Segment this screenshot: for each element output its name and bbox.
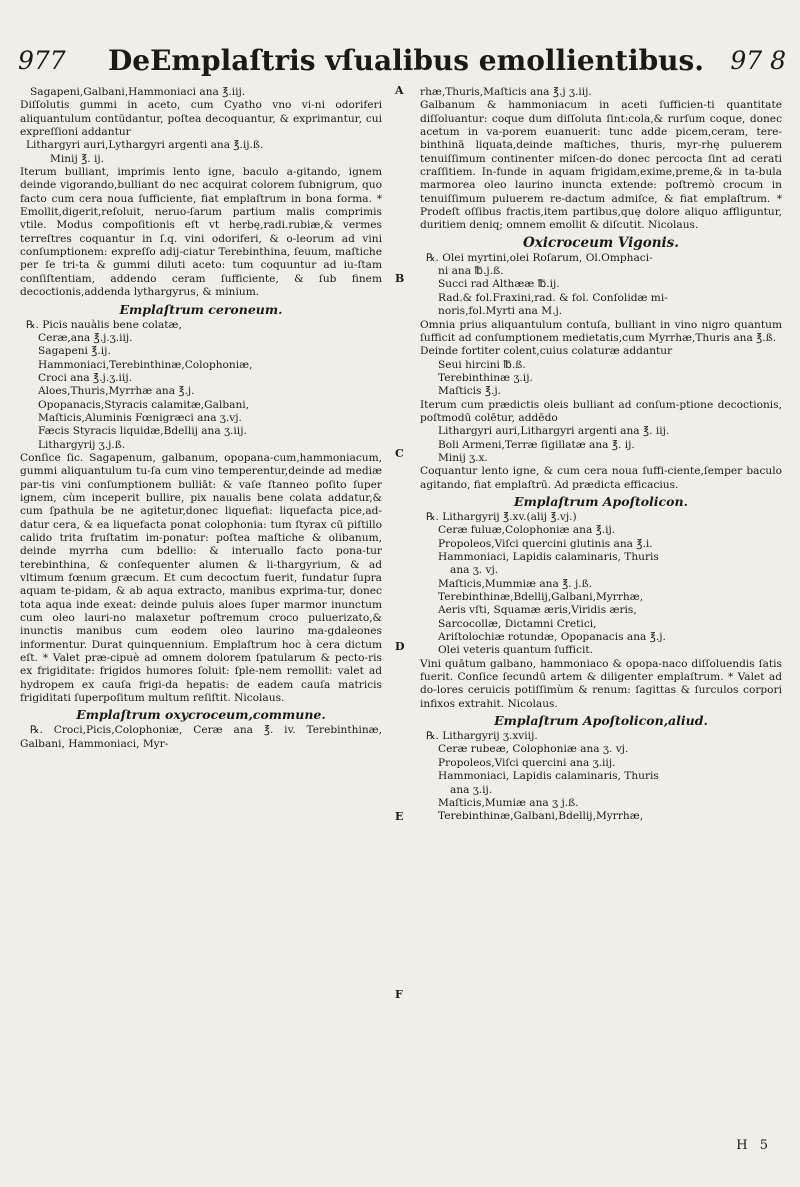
recipe-line: Ceræ,ana ℥.j.ʒ.iij. — [38, 331, 133, 344]
paragraph: Coquantur lento igne, & cum cera noua ſuffi-ciente,ſemper baculo agitando, fiat emplaſtrū. Ad prædicta efficacius. — [420, 465, 782, 491]
section-marker-b: B — [395, 272, 405, 285]
recipe-line: ℞. Picis nauàlis bene colatæ, — [26, 318, 182, 331]
text-line: rhæ,Thuris,Maſticis ana ℥.j ʒ.iij. — [420, 86, 592, 98]
recipe-line: ℞. Olei myrtini,olei Roſarum, Ol.Omphaci- — [426, 251, 653, 264]
recipe-line: Minij ʒ.x. — [438, 451, 488, 464]
recipe-title: Oxicroceum Vigonis. — [523, 234, 679, 251]
paragraph: Omnia prius aliquantulum contuſa, bulliant in vino nigro quantum ſufficit ad conſumptionem medietatis,cum Myrrhæ,Thuris ana ℥.ß. — [420, 318, 782, 344]
recipe-line: Ariſtolochiæ rotundæ, Opopanacis ana ℥.j. — [438, 631, 666, 644]
recipe-line: Rad.& fol.Fraxini,rad. & fol. Conſolidæ mi- — [438, 291, 668, 304]
recipe-line: Terebinthinæ,Galbani,Bdellij,Myrrhæ, — [438, 810, 644, 823]
recipe-line: Seui hircini ℔.ß. — [438, 358, 526, 371]
recipe-line: Maſticis,Mummiæ ana ℥. j.ß. — [438, 577, 593, 590]
recipe-title: Emplaſtrum Apoſtolicon,aliud. — [494, 713, 708, 729]
recipe-line: Sagapeni ℥.ij. — [38, 345, 111, 358]
left-column — [20, 86, 382, 751]
recipe-line: Fæcis Styracis liquidæ,Bdellij ana ʒ.iij. — [38, 425, 247, 438]
recipe-line: Sarcocollæ, Dictamni Cretici, — [438, 617, 597, 630]
recipe-line: Hammoniaci, Lapidis calaminaris, Thuris — [438, 770, 659, 783]
section-marker-a: A — [395, 84, 404, 97]
recipe-line: ℞. Lithargyrij ʒ.xviij. — [426, 730, 538, 743]
right-column — [420, 86, 782, 824]
recipe-line: Terebinthinæ,Bdellij,Galbani,Myrrhæ, — [438, 591, 644, 604]
page-number-left: 977 — [18, 46, 66, 75]
recipe-line: Lithargyri auri,Lithargyri argenti ana ℥. iij. — [438, 425, 670, 438]
section-marker-c: C — [395, 447, 404, 460]
recipe-line: Boli Armeni,Terræ ſigillatæ ana ℥. ij. — [438, 438, 635, 451]
paragraph: Vini quātum galbano, hammoniaco & opopa-naco diſſoluendis ſatis fuerit. Conſice ſecundū artem & diligenter emplaſtrum. * Valet ad do-lores ceruicis potiſſimùm & renum: ſagittas & ſurculos corpori infixos extrahit. Nicolaus. — [420, 657, 782, 710]
paragraph: Diſſolutis gummi in aceto, cum Cyatho vno vi-ni odoriferi aliquantulum contūdantur, poſtea decoquantur, & exprimantur, cui expreſſioni addantur — [20, 99, 382, 139]
running-title: DeEmplaſtris vſualibus emollientibus. — [107, 44, 705, 77]
paragraph: Conſice ſic. Sagapenum, galbanum, opopana-cum,hammoniacum, gummi aliquantulum tu-ſa cum vino temperentur,deinde ad mediæ par-tis vini conſumptionem bulliāt: & vaſe ſtanneo poſito ſuper ignem, cùm inceperit bullire, pix naualis bene colata addatur,& cum ſpathula be ne agitetur,donec liquefiat: liquefacta pice,ad-datur cera, & ea liquefacta ponat colophonia: tum ſtyrax cū piſtillo calido trita fruſtatim im-ponatur: poſtea maſtiche & olibanum, deinde myrrha cum bdellio: & interuallo facto pona-tur terebinthina, & conſequenter alumen & li-thargyrium, & ad vltimum fœnum græcum. Et cum decoctum fuerit, fundatur ſupra aquam te-pidam, & ab aqua extracto, manibus exprima-tur, donec tota aqua inde exeat: deinde puluis aloes ſuper marmor inunctum cum oleo lauri-no malaxetur poſtremum croco puluerizato,& inunctis manibus cum eodem oleo laurino ma-gdaleones informentur. Durat quinquennium. Emplaſtrum hoc à cera dictum eſt. * Valet præ-cipuè ad omnem dolorem ſpatularum & pecto-ris ex frigiditate: frigidos humores ſoluit: ſple-nem remollit: valet ad hydropem ex cauſa frigi-da hepatis: de eadem cauſa matricis frigiditati ſuperpoſitum multum reſiſtit. Nicolaus. — [20, 451, 382, 705]
recipe-line: Hammoniaci,Terebinthinæ,Colophoniæ, — [38, 358, 253, 371]
paragraph: Deinde fortiter colent,cuius colaturæ addantur — [420, 345, 673, 358]
paragraph: Iterum bulliant, imprimis lento igne, baculo a-gitando, ignem deinde vigorando,bulliant do nec acquirat colorem ſubnigrum, quo facto cum cera noua ſufficiente, fiat emplaſtrum in bona forma. * Emollit,digerit,reſoluit, neruo-ſarum partium malis comprimis vtile. Modus compoſitionis eſt vt herbę,radi.rubiæ,& vermes terreſtres coquantur in ſ.q. vini odoriferi, & o-leorum ad vini conſumptionem: expreſſo adij-ciatur Terebinthina, ſeuum, maſtiche per ſe tri-ta & gummi diluti aceto: tum coquuntur ad iu-ſtam conſiſtentiam, addendo ceram ſufficiente, & ſub finem decoctionis,addenda lythargyrus, & minium. — [20, 166, 382, 299]
recipe-line: Lithargyri auri,Lythargyri argenti ana ℥.ij.ß. — [26, 139, 264, 152]
recipe-line: ana ʒ.ij. — [450, 783, 493, 796]
paragraph: Iterum cum prædictis oleis bulliant ad conſum-ptione decoctionis, poſtmodū colētur, addēdo — [420, 398, 782, 424]
recipe-line: Aloes,Thuris,Myrrhæ ana ℥.j. — [38, 385, 195, 398]
page-header — [18, 44, 786, 80]
recipe-line: Terebinthinæ ʒ.ij. — [438, 371, 533, 384]
recipe-line: ana ʒ. vj. — [450, 564, 499, 577]
recipe-line: Minij ℥. ij. — [50, 152, 104, 165]
recipe-line: noris,fol.Myrti ana M.j. — [438, 305, 563, 318]
recipe-line: Maſticis,Aluminis Fœnigræci ana ʒ.vj. — [38, 411, 242, 424]
recipe-line: Succi rad Althææ ℔.ij. — [438, 278, 560, 291]
recipe-line: Opopanacis,Styracis calamitæ,Galbani, — [38, 398, 250, 411]
signature-mark: H 5 — [736, 1138, 772, 1153]
recipe-line: Ceræ rubeæ, Colophoniæ ana ʒ. vj. — [438, 743, 629, 756]
recipe-line: Propoleos,Viſci quercini ana ʒ.iij. — [438, 756, 616, 769]
recipe-line: Maſticis,Mumiæ ana ʒ j.ß. — [438, 796, 579, 809]
recipe-line: Lithargyrij ʒ.j.ß. — [38, 438, 126, 451]
recipe-title: Emplaſtrum Apoſtolicon. — [514, 493, 688, 509]
recipe-line: Olei veteris quantum ſufficit. — [438, 644, 593, 657]
recipe-title: Emplaſtrum oxycroceum,commune. — [76, 707, 326, 723]
section-marker-d: D — [395, 640, 405, 653]
recipe-line: Ceræ fuluæ,Colophoniæ ana ℥.ij. — [438, 524, 616, 537]
recipe-line: Aeris vſti, Squamæ æris,Viridis æris, — [438, 604, 637, 617]
recipe-line: ni ana ℔.j.ß. — [438, 265, 504, 278]
recipe-line: ℞. Lithargyrij ℥.xv.(alij ℥.vj.) — [426, 510, 577, 523]
text-line: Sagapeni,Galbani,Hammoniaci ana ℥.iij. — [30, 86, 246, 98]
section-marker-e: E — [395, 810, 404, 823]
recipe-line: Propoleos,Viſci quercini glutinis ana ℥.i. — [438, 537, 653, 550]
paragraph: Galbanum & hammoniacum in aceti ſufficien-ti quantitate diſſoluantur: coque dum diſſoluta ſint:cola,& rurſum coque, donec acetum in va-porem euanuerit: tunc adde picem,ceram, tere-binthinā liquata,deinde maſtiches, thuris, myr-rhę puluerem tenuiſſimum continenter miſcen-do donec percocta ſint ad cerati craſſitiem. In-funde in aquam frigidam,exime,preme,& in ta-bula marmorea oleo laurino inuncta extende: poſtremò crocum in tenuiſſimum puluerem re-dactum admiſce, & fiat emplaſtrum. * Prodeſt oſſibus fractis,item partibus,quę dolore aliquo affliguntur, duritiem deniq; omnem emollit & diſcutit. Nicolaus. — [420, 99, 782, 232]
page-number-right: 97 8 — [730, 46, 786, 75]
paragraph: ℞. Croci,Picis,Colophoniæ, Ceræ ana ℥. iv. Terebinthinæ, Galbani, Hammoniaci, Myr- — [20, 724, 382, 750]
recipe-line: Hammoniaci, Lapidis calaminaris, Thuris — [438, 551, 659, 563]
recipe-title: Emplaſtrum ceroneum. — [119, 301, 283, 317]
recipe-line: Maſticis ℥.j. — [438, 385, 501, 398]
section-marker-f: F — [395, 988, 403, 1001]
recipe-line: Croci ana ℥.j.ʒ.iij. — [38, 371, 132, 384]
